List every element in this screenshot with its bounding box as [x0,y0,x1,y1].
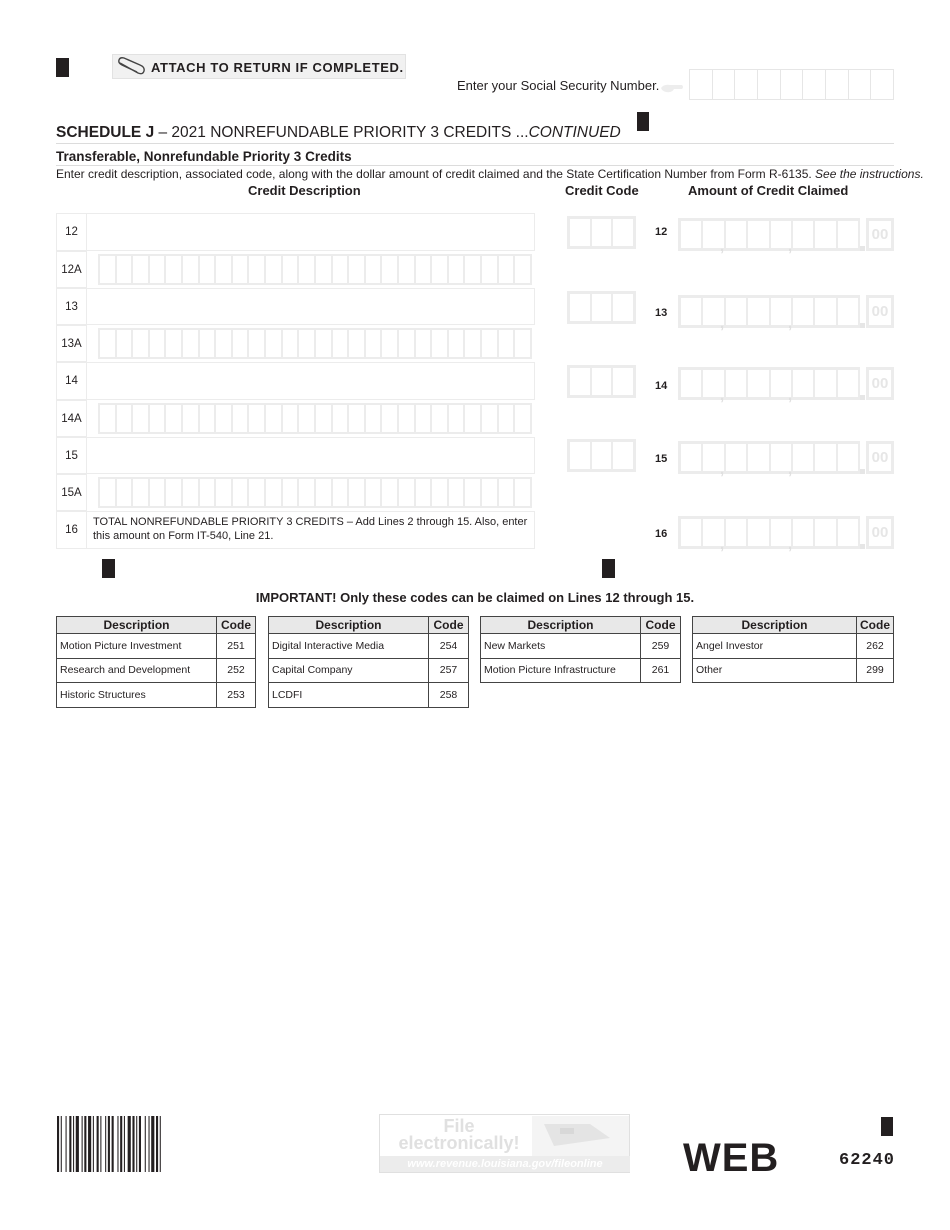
line-number: 12 [56,213,87,251]
paperclip-icon [116,57,146,77]
cents-field: 00 [866,516,894,549]
table-row: Capital Company 257 [269,658,469,683]
instructions: Enter credit description, associated code, along with the dollar amount of credit claimed and the State Certification Number from Form R-6135. See the instructions. [56,167,924,181]
pointing-hand-icon [660,82,684,94]
line-number: 13A [56,325,87,362]
table-row: LCDFI 258 [269,683,469,708]
line-number: 14A [56,400,87,437]
table-row: Other 299 [693,658,894,683]
schedule-title: SCHEDULE J – 2021 NONREFUNDABLE PRIORITY 3 CREDITS ...CONTINUED [56,124,621,141]
credit-amount-input[interactable]: , , 00 [678,367,894,400]
table-row: Historic Structures 253 [57,683,256,708]
section-title: Transferable, Nonrefundable Priority 3 Credits [56,149,352,164]
code-table: Description Code Digital Interactive Media 254 Capital Company 257 LCDFI 258 [268,616,469,708]
cents-field: 00 [866,295,894,328]
line-number: 12A [56,251,87,288]
barcode [57,1116,229,1172]
code-table: Description Code New Markets 259 Motion Picture Infrastructure 261 [480,616,681,683]
amount-line-number: 12 [655,226,668,238]
credit-code-input[interactable] [567,291,636,324]
total-amount-input[interactable]: , , 00 [678,516,894,549]
code-table: Description Code Motion Picture Investment 251 Research and Development 252 Historic Structures 253 [56,616,256,708]
certification-number-input[interactable] [98,403,532,434]
table-row: Motion Picture Infrastructure 261 [481,658,681,683]
col-header-description: Credit Description [248,183,361,198]
attach-notice [112,54,406,79]
credit-description-input[interactable] [87,213,535,251]
credit-description-input[interactable] [87,362,535,400]
cents-field: 00 [866,218,894,251]
cents-field: 00 [866,441,894,474]
amount-line-number: 14 [655,380,668,392]
cents-field: 00 [866,367,894,400]
credit-code-input[interactable] [567,216,636,249]
credit-amount-input[interactable]: , , 00 [678,295,894,328]
important-note: IMPORTANT! Only these codes can be claimed on Lines 12 through 15. [255,590,695,605]
col-header-amount: Amount of Credit Claimed [688,183,849,198]
table-row: New Markets 259 [481,634,681,659]
line-number: 16 [56,511,87,549]
web-label: WEB [683,1136,780,1180]
file-electronically-promo[interactable] [379,1114,630,1173]
col-header-code: Credit Code [565,183,639,198]
amount-line-number: 13 [655,307,668,319]
line-number: 15 [56,437,87,474]
form-number: 62240 [839,1151,896,1170]
certification-number-input[interactable] [98,254,532,285]
certification-number-input[interactable] [98,328,532,359]
attach-text: ATTACH TO RETURN IF COMPLETED. [151,60,404,75]
ssn-input[interactable] [689,69,894,100]
registration-mark [637,112,649,131]
code-table: Description Code Angel Investor 262 Other 299 [692,616,894,683]
table-row: Digital Interactive Media 254 [269,634,469,659]
computer-icon [532,1116,629,1156]
amount-line-number: 16 [655,528,668,540]
section-rule [56,165,894,166]
ssn-label: Enter your Social Security Number. [457,78,660,93]
credit-amount-input[interactable]: , , 00 [678,441,894,474]
table-row: Motion Picture Investment 251 [57,634,256,659]
registration-mark [881,1117,893,1136]
promo-url: www.revenue.louisiana.gov/fileonline [380,1156,630,1172]
title-rule [56,143,894,144]
certification-number-input[interactable] [98,477,532,508]
registration-mark [602,559,615,578]
registration-mark [102,559,115,578]
credit-amount-input[interactable]: , , 00 [678,218,894,251]
table-row: Angel Investor 262 [693,634,894,659]
credit-code-input[interactable] [567,439,636,472]
amount-line-number: 15 [655,453,668,465]
line-number: 15A [56,474,87,511]
promo-text: File electronically! [398,1116,520,1153]
table-row: Research and Development 252 [57,658,256,683]
line-number: 13 [56,288,87,325]
line-number: 14 [56,362,87,400]
credit-code-input[interactable] [567,365,636,398]
credit-description-input[interactable] [87,437,535,474]
total-instruction: TOTAL NONREFUNDABLE PRIORITY 3 CREDITS – Add Lines 2 through 15. Also, enter this amount on Form IT-540, Line 21. [93,516,528,542]
registration-mark [56,58,69,77]
credit-description-input[interactable] [87,288,535,325]
